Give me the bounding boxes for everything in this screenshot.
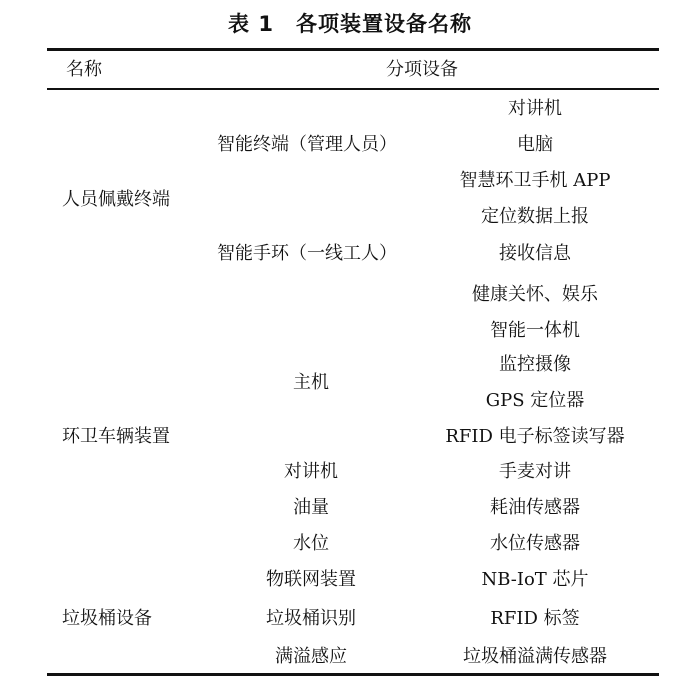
header-sub-devices: 分项设备	[386, 59, 458, 80]
item-name: 对讲机	[508, 98, 562, 119]
subgroup-name: 水位	[293, 533, 329, 554]
group-name: 环卫车辆装置	[62, 426, 170, 447]
subgroup-name: 物联网装置	[266, 569, 356, 590]
subgroup-name: 智能终端（管理人员）	[217, 134, 397, 155]
group-name: 垃圾桶设备	[62, 608, 152, 629]
item-name: 智慧环卫手机 APP	[459, 170, 611, 191]
item-name: NB-IoT 芯片	[481, 569, 589, 590]
header-name: 名称	[66, 59, 102, 80]
subgroup-name: 主机	[293, 372, 329, 393]
item-name: 智能一体机	[490, 320, 580, 341]
item-name: RFID 电子标签读写器	[445, 426, 625, 447]
subgroup-name: 垃圾桶识别	[266, 608, 356, 629]
item-name: 定位数据上报	[481, 206, 589, 227]
subgroup-name: 油量	[293, 497, 329, 518]
header-rule	[47, 88, 659, 90]
top-rule	[47, 48, 659, 51]
subgroup-name: 满溢感应	[275, 646, 347, 667]
table-title: 各项装置设备名称	[295, 12, 472, 36]
subgroup-name: 智能手环（一线工人）	[217, 243, 397, 264]
table-number: 表 1	[228, 12, 274, 36]
item-name: 健康关怀、娱乐	[472, 284, 598, 305]
item-name: 垃圾桶溢满传感器	[463, 646, 607, 667]
item-name: 电脑	[517, 134, 553, 155]
item-name: 水位传感器	[490, 533, 580, 554]
group-name: 人员佩戴终端	[62, 189, 170, 210]
item-name: 监控摄像	[499, 354, 571, 375]
bottom-rule	[47, 673, 659, 676]
item-name: GPS 定位器	[485, 390, 585, 411]
item-name: 耗油传感器	[490, 497, 580, 518]
item-name: RFID 标签	[490, 608, 580, 629]
item-name: 接收信息	[499, 243, 571, 264]
table-caption	[0, 8, 700, 38]
item-name: 手麦对讲	[499, 461, 571, 482]
subgroup-name: 对讲机	[284, 461, 338, 482]
